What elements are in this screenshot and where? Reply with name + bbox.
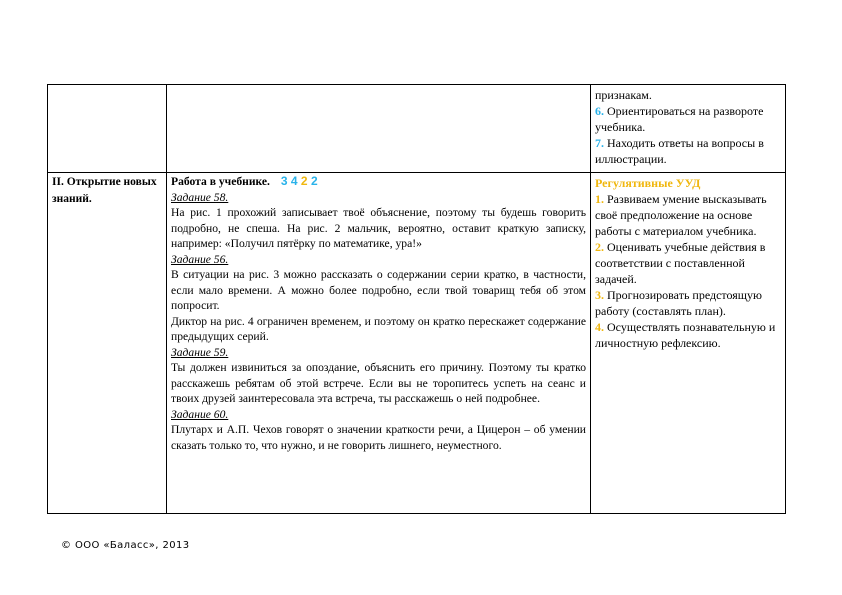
content-text [167,173,590,453]
uud-line: 7. Находить ответы на вопросы в иллюстрации. [595,136,764,166]
task-label-58: Задание 58. [171,190,229,204]
table-row [48,173,786,514]
uud-item: 4. Осуществлять познавательную и личностную рефлексию. [595,320,776,351]
table-row [48,85,786,173]
uud-title: Регулятивные УУД [595,176,701,191]
uud-line: 6. Ориентироваться на развороте учебника. [595,104,764,134]
uud-cell [591,85,786,173]
task-text: Диктор на рис. 4 ограничен временем, и поэтому он кратко перескажет содержание предыдущих серий. [171,314,586,344]
task-text: Плутарх и А.П. Чехов говорят о значении краткости речи, а Цицерон – об умении сказать только то, что нужно, и не говорить лишнего, неуместного. [171,423,586,452]
stage-cell [48,173,167,514]
task-label-56: Задание 56. [171,252,229,266]
uud-cell [591,173,786,514]
uud-line: признакам. [595,88,652,102]
uud-item: 2. Оценивать учебные действия в соответствии с поставленной задачей. [595,240,766,287]
uud-item: 1. Развиваем умение высказывать своё предположение на основе работы с материалом учебника. [595,192,767,239]
stage-cell-empty [48,85,167,173]
work-heading: Работа в учебнике. 3 4 2 2 [171,174,318,189]
task-label-59: Задание 59. [171,345,229,359]
content-cell [167,173,591,514]
task-text: Ты должен извиниться за опоздание, объяснить его причину. Поэтому ты кратко расскажешь ребятам об этой встрече. Если вы не торопитесь успеть на сеанс и твоих друзей заинтересовала эта встреча, ты расскажешь о ней подробнее. [171,361,586,406]
task-text: На рис. 1 прохожий записывает твоё объяснение, поэтому ты будешь говорить подробно, не спеша. На рис. 2 мальчик, вероятно, оставит краткую записку, например: «Получил пятёрку по математике, ура!» [171,206,586,251]
stage-title: II. Открытие новых знаний. [52,176,157,206]
dot-marks: 3 4 2 2 [280,174,318,189]
copyright-footer: © ООО «Баласс», 2013 [61,540,190,551]
content-cell-empty [167,85,591,173]
uud-item: 3. Прогнозировать предстоящую работу (составлять план). [595,288,763,319]
uud-list-continued [591,85,785,167]
lesson-table [47,84,786,514]
uud-list [591,173,785,351]
task-text: В ситуации на рис. 3 можно рассказать о содержании серии кратко, в частности, если мало времени. А можно более подробно, если твой товарищ тебя об этом попросит. [171,268,586,313]
task-label-60: Задание 60. [171,407,229,421]
